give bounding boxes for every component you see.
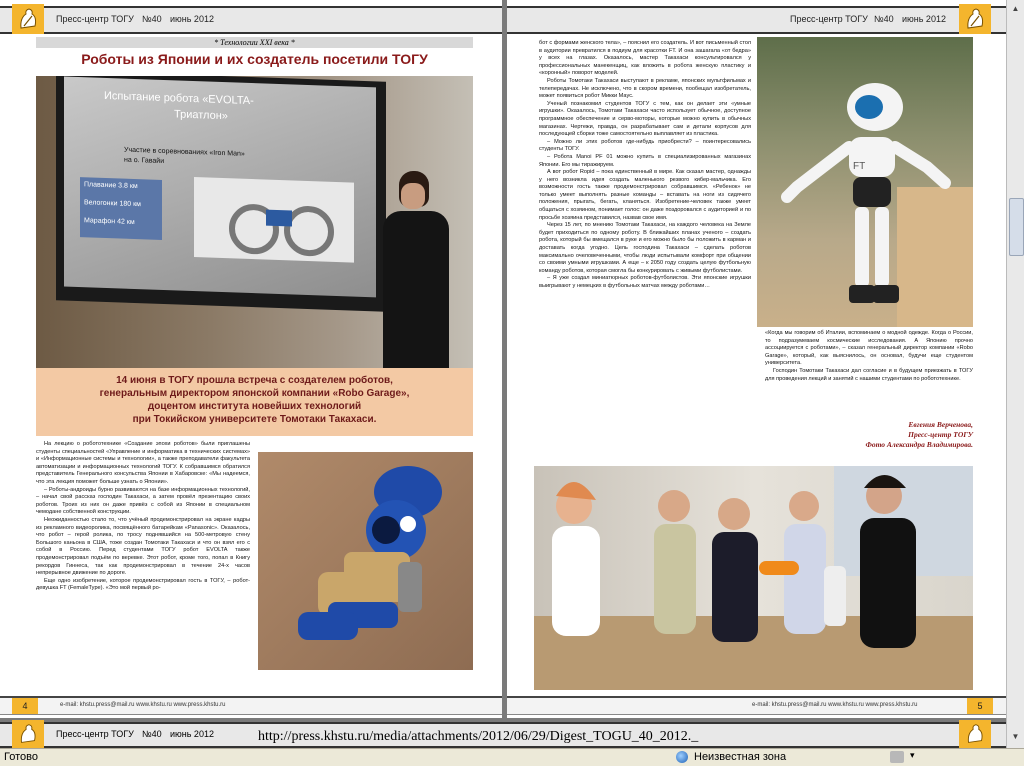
caption-line: доцентом института новейших технологий [147,401,362,412]
scroll-down-icon[interactable]: ▼ [1011,732,1020,741]
page-footer [0,696,502,715]
paragraph: – Я уже создал миниатюрных роботов-футболистов. Эти японские игрушки выигрывают у немецких в футбольных матчах между роботами… [539,275,751,289]
slide-row-label: Марафон [84,217,116,226]
paragraph: – Роботы-андроиды бурно развиваются на базе информационных технологий, – начал свой рассказ господин Такахаси, а затем провёл презентацию своих роботов. Троих из них он даже привёз с собой из Японии в специальном чемодане собственной конструкции. [36,486,250,516]
page-footer [507,696,1006,715]
ft-robot-photo [757,37,973,327]
header-issue: №40 [142,14,162,24]
caption-line: при Токийском университете Томотаки Такахаси. [132,414,377,425]
caption-line: генеральным директором японской компании «Robo Garage», [99,388,410,399]
paragraph: Господин Томотаки Такахаси дал согласие и в будущем приезжать в ТОГУ для проведения лекций и занятий с нашими студентами по робототехнике. [765,367,973,382]
vertical-scrollbar[interactable] [1006,0,1024,748]
paragraph: Еще одно изобретение, которое продемонстрировал гость в ТОГУ, – робот-девушка FT (FemaleType). «Это мой первый ро- [36,577,250,592]
paragraph: – Робота Manoi PF 01 можно купить в специализированных магазинах Японии. Его мы тиражируем. [539,153,751,168]
slide-row-value: 180 км [119,200,141,209]
lecturer-figure [381,171,451,368]
next-page-strip [0,722,1006,748]
header-title: Пресс-центр ТОГУ [56,729,134,739]
paragraph: – Можно ли этих роботов где-нибудь приобрести? – поинтересовались студенты ТОГУ. [539,138,751,153]
footer-contacts: e-mail: khstu.press@mail.ru www.khstu.ru www.press.khstu.ru [752,702,918,708]
paragraph: Ученый познакомил студентов ТОГУ с тем, как он делает эти «умные игрушки». Оказалось, Томотаки Такахаси часто использует обычное, доступное программное обеспечение и серво-моторы, которые можно купить в обычных магазинах. Чертежи, правда, он разрабатывает сам и детали корпусов для последующей сборки тоже самостоятельно выплавляет из пластика. [539,100,751,138]
article-column-left [36,441,250,695]
paragraph: На лекцию о робототехнике «Создание эпохи роботов» были приглашены студенты специальностей «Управление и информатика в технических системах» и «Информационные системы и технологии», а также преподаватели факультета автоматизации и информационных технологий ТОГУ. К собравшимся обратился представитель Генерального консульства Японии в Хабаровске: «Мы надеемся, что эта лекция поможет больше узнать о Японии». [36,441,250,485]
university-logo-icon [12,4,44,34]
header-date: июнь 2012 [170,14,214,24]
chevron-down-icon[interactable]: ▾ [910,750,915,760]
rubric: * Технологии XXI века * [36,37,473,48]
paragraph: бот с формами женского тела», – пояснил его создатель. И вот письменный стол в аудитории превратился в подиум для красотки FT. И она зашагала «от бедра» у всех на глазах. Оказалось, мастер Такахаси консультировался у профессиональных манекенщиц, как вложить в робота женскую пластику и «коронный» поворот моделей. [539,40,751,77]
svg-text:FT: FT [853,161,866,172]
paragraph: «Когда мы говорим об Италии, вспоминаем о модной одежде. Когда о России, то подразумеваем космические исследования. А Японию прочно ассоциируется с роботами», – сказал генеральный директор компании «Robo Garage», который, как выяснилось, он основал, будучи еще студентом университета. [765,330,973,367]
slide-row-value: 42 км [117,218,135,226]
header-issue: №40 [874,14,894,24]
scroll-thumb[interactable] [1009,198,1024,256]
paragraph: Роботы Томотаки Такахаси выступают в рекламе, японских мультфильмах и телепередачах. Не исключено, что в скором времени, пообещал изобретатель, может появиться робот Микки Маус. [539,77,751,100]
page-header [0,6,502,34]
slide-row-value: 3.8 км [118,182,138,191]
article-column-right [765,330,973,410]
url-line: http://press.khstu.ru/media/attachments/2012/06/29/Digest_TOGU_40_2012._ [258,729,699,744]
security-zone: Неизвестная зона [694,751,787,763]
slide-robot-image [194,177,354,263]
header-issue: №40 [142,729,162,739]
zoom-icon[interactable] [890,751,904,763]
evolta-robot-photo [258,452,473,670]
globe-icon [676,751,688,763]
slide-title-2: Триатлон» [174,108,228,123]
browser-status-bar [0,748,1024,766]
signature-photo: Фото Александра Владимирова. [865,440,973,449]
paragraph: Через 15 лет, по мнению Томотаки Такахаси, на каждого человека на Земле будет приходиться по одному роботу. В ближайших планах ученого – создать робота, который бы вмещался в руке и его можно было бы положить в карман и доставать когда угодно. Цель господина Такахаси – сделать роботов максимально очеловеченными, чтобы люди испытывали комфорт при общении со своими умными игрушками. А еще – к 2050 году создать целую футбольную команду роботов, которая смогла бы конкурировать с живыми футболистами. [539,222,751,274]
paragraph: Неожиданностью стало то, что учёный продемонстрировал на экране кадры из рекламного видеоролика, посвящённого батарейкам «Panasonic». Оказалось, что робот – герой ролика, по тросу поднявшийся на 500-метровую стену Большого каньона в США, тоже создан Томотаки Такахаси и что он взял его с собой в Россию. Перед студентами ТОГУ робот EVOLTA также продемонстрировал подъём по веревке. Этот робот, кроме того, попал в Книгу рекордов Гиннеса, так как продемонстрировал в течение 24-х часов непрерывное движение по дороге. [36,516,250,577]
slide-row-label: Велогонки [84,199,118,208]
scroll-up-icon[interactable]: ▲ [1011,4,1020,13]
signature [765,420,973,450]
page-left [0,0,502,718]
page-number: 4 [12,698,38,714]
page-header [507,6,1006,34]
signature-org: Пресс-центр ТОГУ [908,430,973,439]
slide-row-label: Плавание [84,181,117,190]
lecture-photo [36,76,473,368]
header-date: июнь 2012 [170,729,214,739]
paragraph: А вот робот Ropid – пока единственный в мире. Как сказал мастер, однажды у него возникла идея создать маленького резвого кибер-мальчика. Его возможности гость также продемонстрировал собравшимся. «Ребенок» не только умеет выполнять разные команды – вставать на ноги из сидячего положения, прыгать, бегать, кланяться. Изобретение-человек также умеет общаться с хозяином, понимает голос: он даже поздоровался с аудиторией и по просьбе хозяина представился, назвав свое имя. [539,169,751,221]
header-title: Пресс-центр ТОГУ [56,14,134,24]
header-title: Пресс-центр ТОГУ [790,14,868,24]
slide-table [80,177,162,240]
header-date: июнь 2012 [902,14,946,24]
article-column-middle [539,40,751,460]
university-logo-icon [12,720,44,748]
interview-photo [534,466,973,690]
projector-screen [56,76,386,312]
headline: Роботы из Японии и их создатель посетили ТОГУ [81,51,428,67]
university-logo-icon [959,720,991,748]
slide-subtitle-2: на о. Гавайи [124,156,165,166]
footer-contacts: e-mail: khstu.press@mail.ru www.khstu.ru www.press.khstu.ru [60,702,226,708]
university-logo-icon [959,4,991,34]
photo-caption [36,368,473,436]
page-right [507,0,1006,718]
slide-title-1: Испытание робота «EVOLTA- [104,89,254,108]
slide-subtitle-1: Участие в соревнованиях «Iron Man» [124,146,245,158]
signature-author: Евгения Верченова, [908,420,973,429]
status-text: Готово [4,751,38,763]
page-number: 5 [967,698,993,714]
caption-line: 14 июня в ТОГУ прошла встреча с создателем роботов, [116,375,393,386]
